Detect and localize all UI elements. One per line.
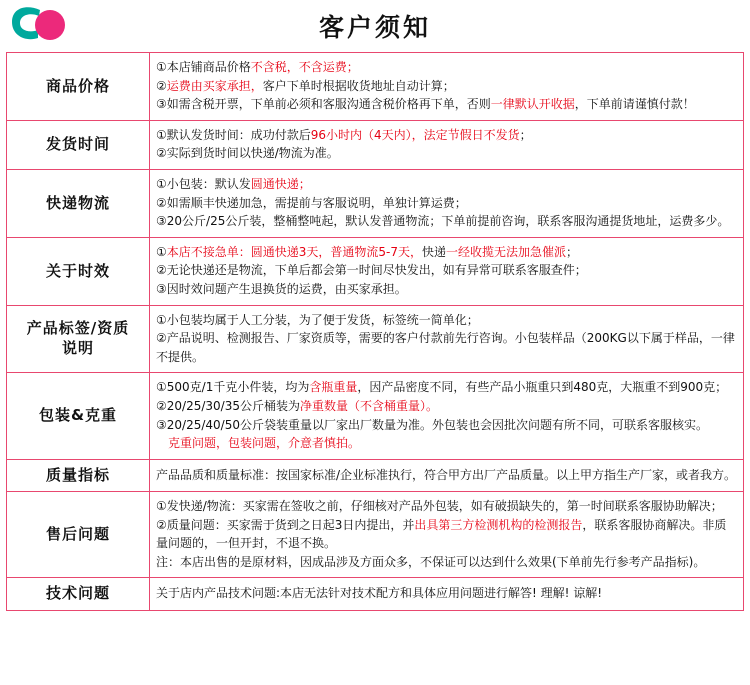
notice-row-content <box>150 305 744 373</box>
notice-text: ，联系客服协商解决。非质量问题的，一但开封，不退不换。 <box>156 517 727 551</box>
notice-row-content <box>150 53 744 121</box>
notice-line <box>156 58 737 77</box>
page-header <box>0 0 750 52</box>
notice-row-label: 产品标签/资质 说明 <box>7 305 150 373</box>
notice-row <box>7 459 744 491</box>
notice-text: ，因产品密度不同，有些产品小瓶重只到480克，大瓶重不到900克； <box>357 380 728 395</box>
notice-row <box>7 373 744 459</box>
notice-text-highlight: 净重数量（不含桶重量）。 <box>299 398 438 413</box>
notice-text-highlight: 运费由买家承担， <box>166 78 263 93</box>
notice-text: ③20公斤/25公斤装，整桶整吨起，默认发普通物流；下单前提前咨询，联系客服沟通提货地址，运费多少。 <box>156 214 730 229</box>
notice-text: ③如需含税开票，下单前必须和客服沟通含税价格再下单，否则 <box>156 97 491 112</box>
notice-row-label: 关于时效 <box>7 237 150 305</box>
notice-row-content <box>150 459 744 491</box>
notice-text-highlight: 一律默认开收据 <box>490 97 575 112</box>
notice-text: ②实际到货时间以快递/物流为准。 <box>156 146 339 161</box>
notice-line <box>156 553 737 572</box>
notice-text-highlight: 含瓶重量 <box>309 380 358 395</box>
notice-line <box>156 397 737 416</box>
notice-line <box>156 584 737 603</box>
notice-row <box>7 491 744 577</box>
notice-row-label: 技术问题 <box>7 578 150 610</box>
notice-text: ① <box>156 244 167 259</box>
notice-text: ②质量问题：买家需于货到之日起3日内提出，并 <box>156 517 415 532</box>
notice-row-content <box>150 491 744 577</box>
notice-row-label: 快递物流 <box>7 169 150 237</box>
notice-text-highlight: 一经收揽无法加急催派 <box>446 244 567 259</box>
notice-row <box>7 120 744 169</box>
notice-line <box>156 175 737 194</box>
notice-line <box>156 126 737 145</box>
notice-text: ①小包装均属于人工分装，为了便于发货，标签统一简单化； <box>156 312 479 327</box>
notice-text: ①发快递/物流：买家需在签收之前，仔细核对产品外包装，如有破损缺失的，第一时间联系客服协助解决； <box>156 498 723 513</box>
notice-line <box>156 95 737 114</box>
notice-text: ②无论快递还是物流，下单后都会第一时间尽快发出，如有异常可联系客服查件； <box>156 263 587 278</box>
notice-row-content <box>150 578 744 610</box>
notice-line <box>156 144 737 163</box>
notice-text-highlight: 圆通快递； <box>250 176 311 191</box>
notice-line <box>156 497 737 516</box>
notice-text: ①500克/1千克小件装，均为 <box>156 380 310 395</box>
notice-row-content <box>150 237 744 305</box>
notice-table <box>6 52 744 611</box>
notice-row <box>7 305 744 373</box>
notice-line <box>156 416 737 435</box>
notice-text: ①本店铺商品价格 <box>156 60 251 74</box>
page-title: 客户须知 <box>318 13 431 42</box>
notice-row-label: 发货时间 <box>7 120 150 169</box>
notice-line <box>156 280 737 299</box>
notice-row-content <box>150 120 744 169</box>
brand-logo <box>6 2 78 48</box>
notice-line <box>156 516 737 553</box>
notice-text-highlight: 96小时内（4天内），法定节假日不发货 <box>310 127 520 142</box>
notice-text: ； <box>566 244 579 259</box>
notice-text-highlight: 不含税，不含运费； <box>250 60 359 74</box>
notice-text: ②20/25/30/35公斤桶装为 <box>156 398 300 413</box>
notice-line <box>156 77 737 96</box>
notice-row-label: 包装&克重 <box>7 373 150 459</box>
notice-text: ②如需顺丰快递加急，需提前与客服说明，单独计算运费； <box>156 195 467 210</box>
notice-text: ，下单前请谨慎付款！ <box>574 97 695 112</box>
notice-text: ③20/25/40/50公斤袋装重量以厂家出厂数量为准。外包装也会因批次问题有所不同，可联系客服核实。 <box>156 417 708 432</box>
notice-text-highlight: 出具第三方检测机构的检测报告 <box>414 517 583 532</box>
notice-row <box>7 237 744 305</box>
notice-line <box>156 434 737 453</box>
notice-line <box>156 378 737 397</box>
notice-text: ②产品说明、检测报告、厂家资质等，需要的客户付款前先行咨询。小包装样品（200KG以下属于样品，一律不提供。 <box>156 331 735 364</box>
notice-row-content <box>150 373 744 459</box>
notice-line <box>156 329 737 366</box>
notice-text: 关于店内产品技术问题:本店无法针对技术配方和具体应用问题进行解答! 理解! 谅解! <box>156 586 603 601</box>
notice-row <box>7 53 744 121</box>
notice-line <box>156 212 737 231</box>
notice-text: 快递 <box>422 244 447 259</box>
notice-row <box>7 578 744 610</box>
notice-text-highlight: 克重问题，包装问题，介意者慎拍。 <box>168 436 361 451</box>
notice-text: 客户下单时根据收货地址自动计算； <box>262 78 455 93</box>
notice-row-label: 质量指标 <box>7 459 150 491</box>
notice-row-content <box>150 169 744 237</box>
notice-line <box>156 466 737 485</box>
notice-text: ； <box>519 127 532 142</box>
notice-line <box>156 194 737 213</box>
notice-row-label: 商品价格 <box>7 53 150 121</box>
notice-text-highlight: 本店不接急单：圆通快递3天，普通物流5-7天， <box>166 244 423 259</box>
notice-row <box>7 169 744 237</box>
notice-text: 注：本店出售的是原材料，因成品涉及方面众多，不保证可以达到什么效果(下单前先行参考产品指标)。 <box>156 554 706 569</box>
notice-table-body <box>7 53 744 611</box>
notice-text: ② <box>156 78 167 93</box>
notice-text: ①小包装：默认发 <box>156 176 251 191</box>
notice-line <box>156 261 737 280</box>
notice-line <box>156 311 737 330</box>
notice-text: 产品品质和质量标准：按国家标准/企业标准执行，符合甲方出厂产品质量。以上甲方指生产厂家，或者我方。 <box>156 467 737 482</box>
notice-row-label: 售后问题 <box>7 491 150 577</box>
notice-line <box>156 243 737 262</box>
notice-text: ①默认发货时间：成功付款后 <box>156 127 311 142</box>
notice-text: ③因时效问题产生退换货的运费，由买家承担。 <box>156 281 407 296</box>
